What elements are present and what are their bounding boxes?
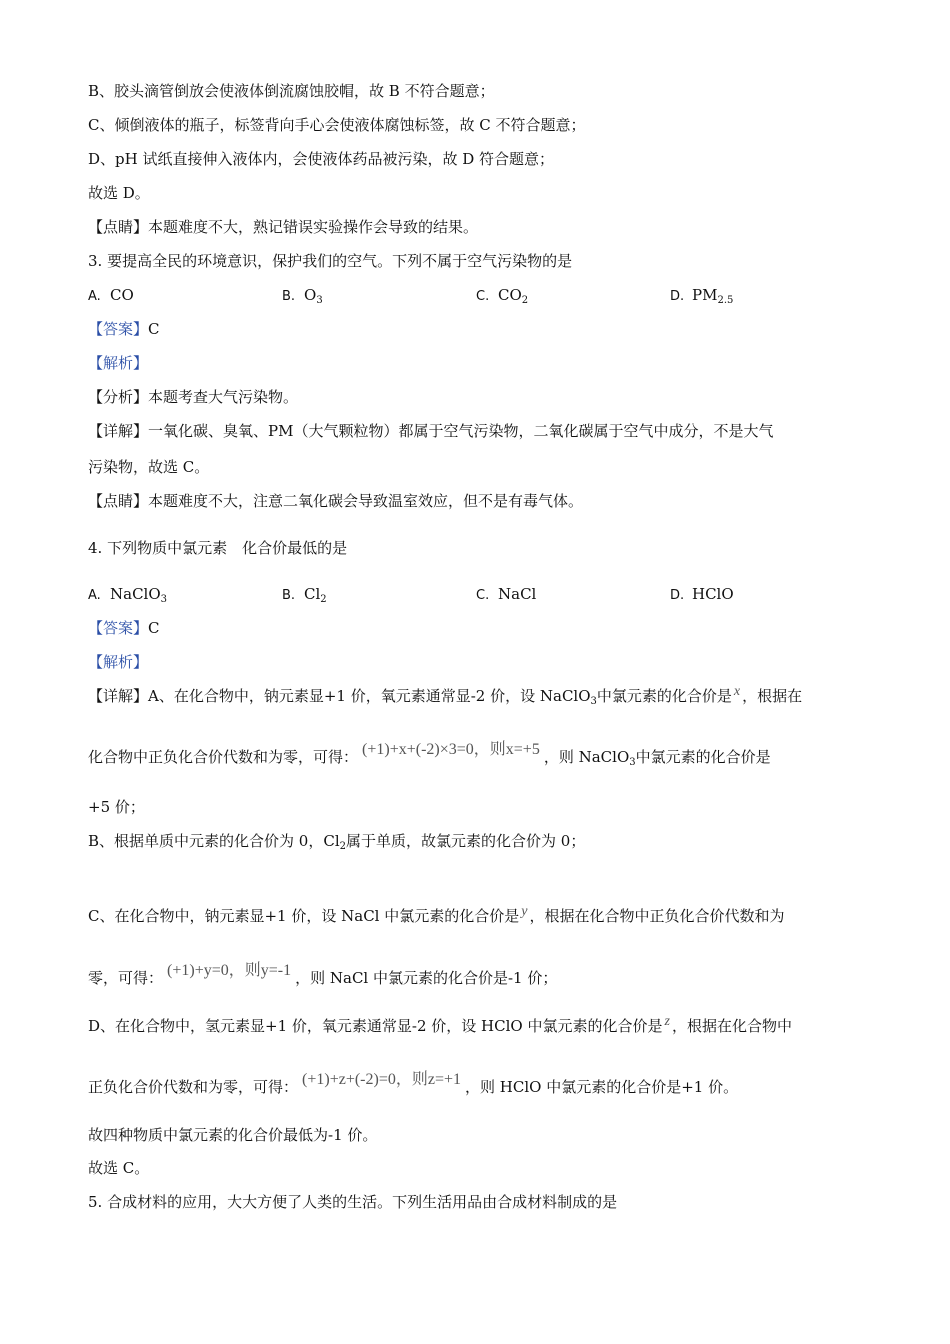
math-equation: (+1)+y=0，则y=-1: [167, 962, 292, 979]
option-text: NaCl: [498, 585, 537, 603]
q3-answer: [88, 318, 160, 340]
detail-text: ，则 NaCl 中氯元素的化合价是-1 价；: [295, 969, 558, 987]
fenxi-text: 本题考查大气污染物。: [148, 388, 299, 406]
option-text: PM: [692, 286, 718, 304]
detail-text: 零，可得：: [88, 969, 164, 987]
math-equation: (+1)+z+(-2)=0，则z=+1: [302, 1071, 462, 1088]
q3-option-c: [476, 284, 528, 308]
q4-choose: 故选 C。: [88, 1159, 150, 1177]
option-key: B.: [282, 588, 296, 603]
q3-option-d: [670, 284, 733, 308]
explanation-line-d: D、pH 试纸直接伸入液体内，会使液体药品被污染，故 D 符合题意；: [88, 150, 555, 168]
conclusion-line: 故选 D。: [88, 184, 150, 202]
detail-text: ，根据在: [742, 687, 803, 705]
comment-tag: 【点睛】: [88, 492, 149, 510]
q4-stem: 4. 下列物质中氯元素 化合价最低的是: [88, 539, 348, 557]
q3-fenxi: [88, 386, 298, 408]
detail-text: 中氯元素的化合价是: [635, 748, 771, 766]
q4-detail-a-line2: [88, 741, 771, 769]
detail-text: ，则 HClO 中氯元素的化合价是+1 价。: [465, 1078, 739, 1096]
option-key: C.: [476, 289, 490, 304]
q4-detail-c-line2: [88, 962, 558, 990]
detail-tag: 【详解】: [88, 422, 149, 440]
q4-detail-a-line3: +5 价；: [88, 798, 145, 816]
option-key: D.: [670, 289, 685, 304]
q3-stem: 3. 要提高全民的环境意识，保护我们的空气。下列不属于空气污染物的是: [88, 252, 573, 270]
q4-option-d: [670, 583, 734, 607]
detail-text: C、在化合物中，钠元素显+1 价，设 NaCl 中氯元素的化合价是: [88, 907, 520, 925]
option-text: O: [304, 286, 317, 304]
option-text: HClO: [692, 585, 734, 603]
answer-tag: 【答案】: [88, 619, 149, 637]
subscript: 2: [339, 841, 346, 852]
math-variable: y: [521, 904, 528, 919]
q3-option-b: [282, 284, 323, 308]
detail-text: ，则 NaClO: [543, 748, 630, 766]
q3-detail-line2: 污染物，故选 C。: [88, 458, 210, 476]
q4-option-c: [476, 583, 536, 607]
detail-text: B、根据单质中元素的化合价为 0，Cl: [88, 832, 340, 850]
q4-detail-b: [88, 830, 585, 852]
q3-options: [88, 284, 888, 306]
detail-text: ，根据在化合物中正负化合价代数和为: [529, 907, 785, 925]
math-variable: z: [664, 1014, 670, 1029]
option-key: D.: [670, 588, 685, 603]
explanation-line-c: C、倾倒液体的瓶子，标签背向手心会使液体腐蚀标签，故 C 不符合题意；: [88, 116, 586, 134]
detail-text: ，根据在化合物中: [671, 1017, 792, 1035]
option-text: CO: [110, 286, 134, 304]
subscript: 3: [590, 696, 597, 707]
q4-option-b: [282, 583, 327, 607]
option-key: B.: [282, 289, 296, 304]
subscript: 3: [629, 757, 636, 768]
explanation-line-b: B、胶头滴管倒放会使液体倒流腐蚀胶帽，故 B 不符合题意；: [88, 82, 495, 100]
comment-text: 本题难度不大，熟记错误实验操作会导致的结果。: [148, 218, 479, 236]
option-subscript: 2: [320, 594, 327, 605]
detail-tag: 【详解】: [88, 687, 149, 705]
q5-stem: 5. 合成材料的应用，大大方便了人类的生活。下列生活用品由合成材料制成的是: [88, 1193, 618, 1211]
option-text: CO: [498, 286, 522, 304]
detail-text: D、在化合物中，氢元素显+1 价，氧元素通常显-2 价，设 HClO 中氯元素的化合价是: [88, 1017, 663, 1035]
q4-detail-c-line1: [88, 905, 784, 929]
q3-option-a: [88, 284, 134, 308]
detail-text: 正负化合价代数和为零，可得：: [88, 1078, 299, 1096]
answer-tag: 【答案】: [88, 320, 149, 338]
q4-detail-d-line2: [88, 1071, 739, 1099]
fenxi-tag: 【分析】: [88, 388, 149, 406]
answer-value: C: [148, 619, 160, 637]
answer-value: C: [148, 320, 160, 338]
detail-text: 化合物中正负化合价代数和为零，可得：: [88, 748, 359, 766]
detail-text: 一氧化碳、臭氧、PM（大气颗粒物）都属于空气污染物，二氧化碳属于空气中成分，不是大气: [148, 422, 774, 440]
math-equation: (+1)+x+(-2)×3=0，则x=+5: [362, 741, 540, 758]
q4-analysis-tag: 【解析】: [88, 653, 149, 671]
detail-text: 中氯元素的化合价是: [596, 687, 732, 705]
detail-text: 属于单质，故氯元素的化合价为 0；: [346, 832, 586, 850]
option-subscript: 3: [316, 295, 323, 306]
q4-detail-a-line1: [88, 685, 802, 709]
option-key: C.: [476, 588, 490, 603]
option-text: NaClO: [110, 585, 161, 603]
option-subscript: 2.5: [717, 295, 734, 306]
q4-options: [88, 583, 888, 605]
q3-comment: [88, 490, 583, 512]
math-variable: x: [733, 684, 741, 699]
detail-text: A、在化合物中，钠元素显+1 价，氧元素通常显-2 价，设 NaClO: [148, 687, 591, 705]
comment-tag: 【点睛】: [88, 218, 149, 236]
q3-analysis-tag: 【解析】: [88, 354, 149, 372]
q4-option-a: [88, 583, 167, 607]
option-key: A.: [88, 289, 101, 304]
option-subscript: 3: [160, 594, 168, 605]
comment-text: 本题难度不大，注意二氧化碳会导致温室效应，但不是有毒气体。: [148, 492, 584, 510]
option-subscript: 2: [521, 295, 529, 306]
option-key: A.: [88, 588, 101, 603]
q4-conclusion: 故四种物质中氯元素的化合价最低为-1 价。: [88, 1126, 378, 1144]
q3-detail-line1: [88, 420, 773, 442]
q4-detail-d-line1: [88, 1015, 792, 1039]
q4-answer: [88, 617, 160, 639]
comment-line: [88, 216, 478, 238]
option-text: Cl: [304, 585, 321, 603]
